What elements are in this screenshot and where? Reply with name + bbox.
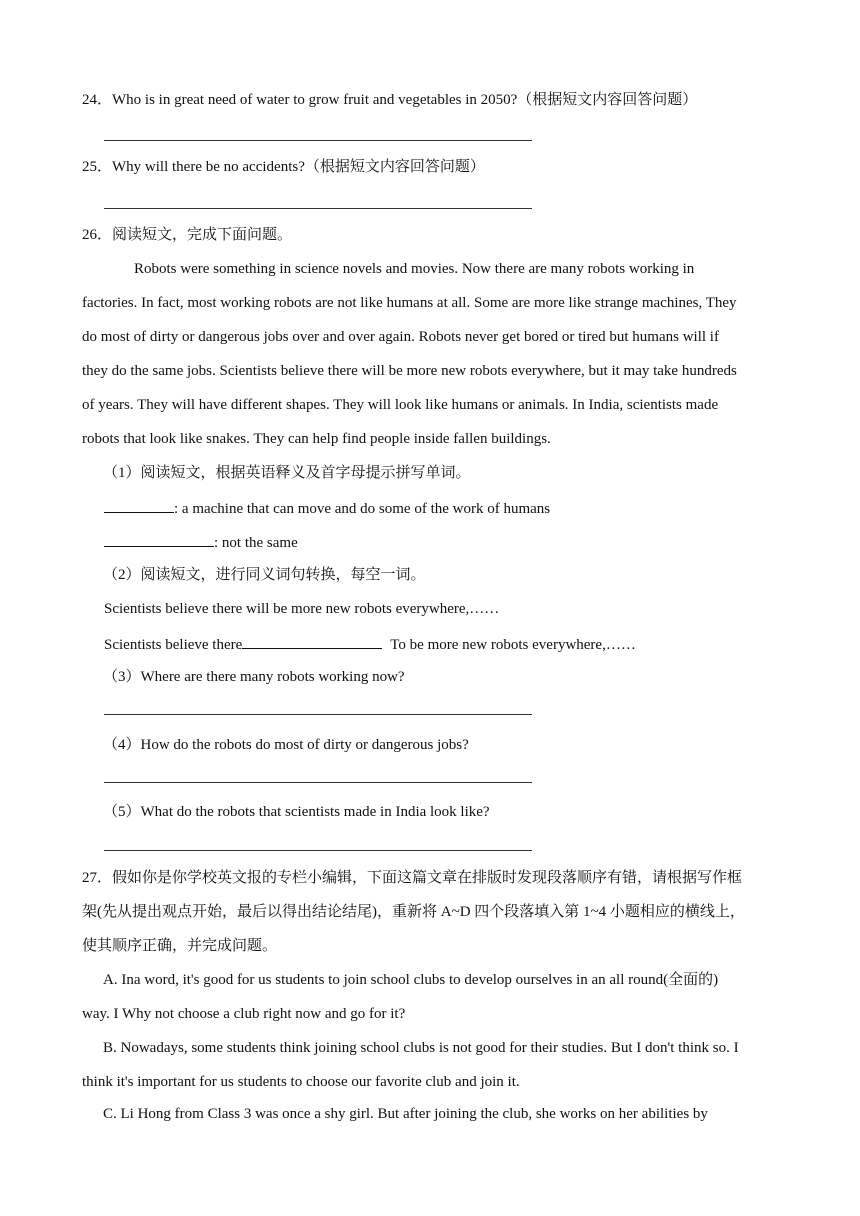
question-25 <box>82 157 485 177</box>
part-2-rewrite <box>104 633 636 655</box>
part-2-sentence: Scientists believe there will be more new robots everywhere,…… <box>104 601 500 617</box>
answer-line-part-3[interactable] <box>104 714 532 715</box>
question-instruction: 架(先从提出观点开始，最后以得出结论结尾)，重新将 A~D 四个段落填入第 1~4 小题相应的横线上， <box>82 904 745 920</box>
answer-line-24[interactable] <box>104 140 532 141</box>
part-1-title: （1）阅读短文，根据英语释义及首字母提示拼写单词。 <box>103 465 471 481</box>
answer-line-25[interactable] <box>104 208 532 209</box>
passage-line: robots that look like snakes. They can help find people inside fallen buildings. <box>82 431 551 447</box>
paragraph-b-cont: think it's important for us students to choose our favorite club and join it. <box>82 1074 520 1090</box>
part-4-question: （4）How do the robots do most of dirty or dangerous jobs? <box>103 737 469 753</box>
question-text: Who is in great need of water to grow fruit and vegetables in 2050?（根据短文内容回答问题） <box>112 92 698 108</box>
part-2-title: （2）阅读短文，进行同义词句转换，每空一词。 <box>103 567 426 583</box>
question-number: 24． <box>82 92 113 108</box>
passage-line: factories. In fact, most working robots are not like humans at all. Some are more like strange machines, They <box>82 295 737 311</box>
part-1-item-1 <box>104 497 550 519</box>
part-5-question: （5）What do the robots that scientists made in India look like? <box>103 804 490 820</box>
passage-line: do most of dirty or dangerous jobs over and over again. Robots never get bored or tired but humans will if <box>82 329 719 345</box>
question-27-intro <box>82 868 742 888</box>
rewrite-text-b: To be more new robots everywhere,…… <box>390 637 636 653</box>
question-24 <box>82 90 697 110</box>
part-1-item-2 <box>104 531 298 553</box>
question-number: 25． <box>82 159 113 175</box>
part-3-question: （3）Where are there many robots working now? <box>103 669 405 685</box>
fill-blank[interactable] <box>104 531 214 547</box>
rewrite-text-a: Scientists believe there <box>104 637 243 653</box>
question-number: 26． <box>82 227 113 243</box>
paragraph-a: A. Ina word, it's good for us students to join school clubs to develop ourselves in an all round(全面的) <box>103 972 719 988</box>
paragraph-c: C. Li Hong from Class 3 was once a shy girl. But after joining the club, she works on her abilities by <box>103 1106 708 1122</box>
question-instruction: 假如你是你学校英文报的专栏小编辑，下面这篇文章在排版时发现段落顺序有错，请根据写作框 <box>112 870 743 886</box>
question-26-intro <box>82 225 292 245</box>
answer-line-part-4[interactable] <box>104 782 532 783</box>
question-text: Why will there be no accidents?（根据短文内容回答问题） <box>112 159 485 175</box>
paragraph-b: B. Nowadays, some students think joining school clubs is not good for their studies. But I don't think so. I <box>103 1040 739 1056</box>
definition-text: : a machine that can move and do some of the work of humans <box>174 501 551 517</box>
definition-text: : not the same <box>214 535 298 551</box>
question-instruction: 阅读短文，完成下面问题。 <box>112 227 293 243</box>
passage-line: of years. They will have different shapes. They will look like humans or animals. In India, scientists made <box>82 397 719 413</box>
question-number: 27． <box>82 870 113 886</box>
fill-blank[interactable] <box>242 633 382 649</box>
answer-line-part-5[interactable] <box>104 850 532 851</box>
paragraph-a-cont: way. I Why not choose a club right now and go for it? <box>82 1006 406 1022</box>
fill-blank[interactable] <box>104 497 174 513</box>
passage-line: they do the same jobs. Scientists believe there will be more new robots everywhere, but it may take hundreds <box>82 363 737 379</box>
question-instruction: 使其顺序正确，并完成问题。 <box>82 938 278 954</box>
passage-line: Robots were something in science novels and movies. Now there are many robots working in <box>134 261 695 277</box>
